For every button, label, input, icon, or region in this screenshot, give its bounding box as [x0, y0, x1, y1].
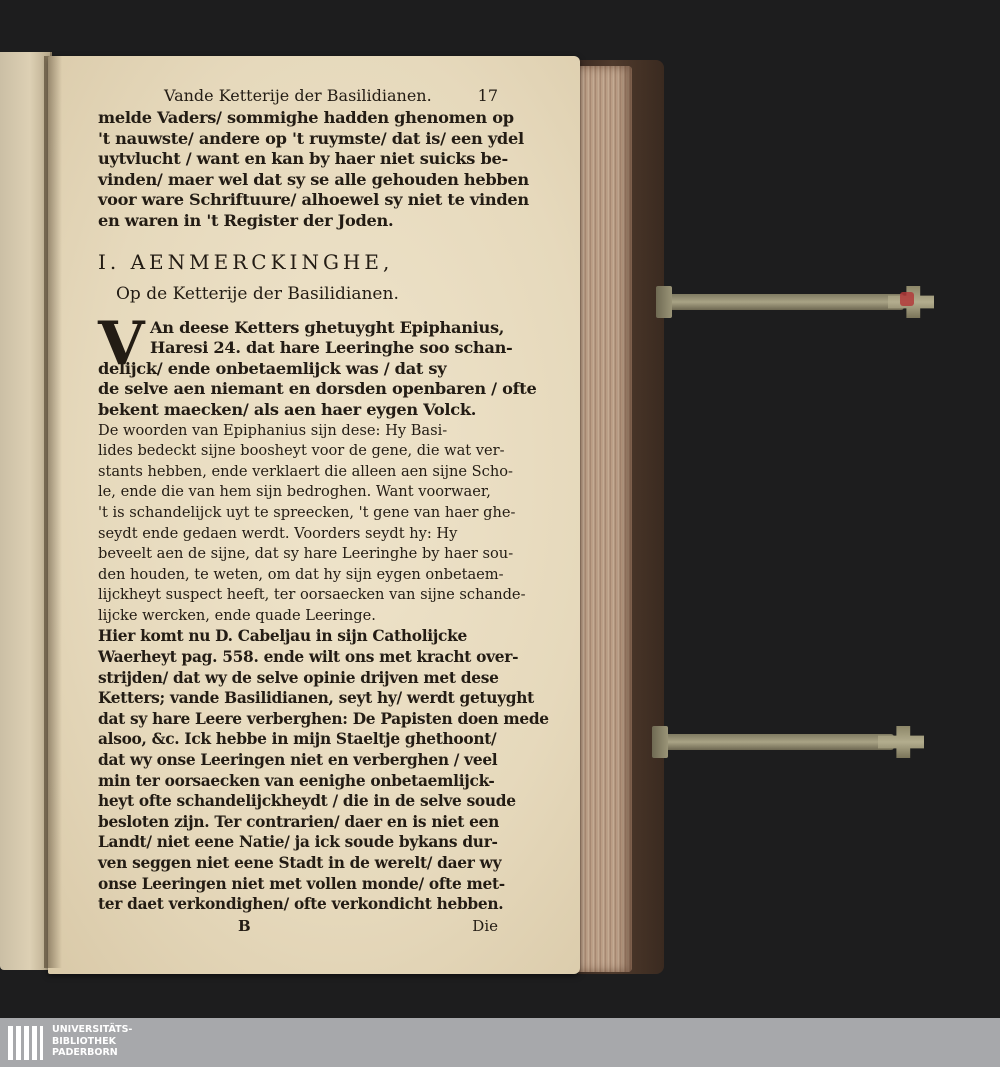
text-line: 't is schandelijck uyt te spreecken, 't gene van haer ghe- [98, 503, 516, 521]
section-subtitle: Op de Ketterije der Basilidianen. [116, 283, 399, 304]
library-name [52, 1024, 132, 1059]
text-line: seydt ende gedaen werdt. Voorders seydt hy: Hy [98, 524, 458, 542]
text-line: besloten zijn. Ter contrarien/ daer en is niet een [98, 812, 499, 831]
page-text [98, 86, 549, 939]
text-line: Haresi 24. dat hare Leeringhe soo schan- [150, 338, 513, 358]
library-logo-icon [8, 1026, 44, 1060]
text-line: en waren in 't Register der Joden. [98, 210, 394, 230]
library-name-line: BIBLIOTHEK [52, 1035, 116, 1047]
text-line: Hier komt nu D. Cabeljau in sijn Catholijcke [98, 627, 467, 646]
third-paragraph [98, 626, 549, 914]
running-head [98, 86, 496, 108]
page-edges [572, 66, 632, 972]
text-line: alsoo, &c. Ick hebbe in mijn Staeltje ghethoont/ [98, 730, 497, 749]
library-name-line: PADERBORN [52, 1047, 118, 1058]
red-mark [900, 292, 914, 306]
upper-clasp [656, 286, 934, 316]
text-line: vinden/ maer wel dat sy se alle gehouden hebben [98, 169, 529, 189]
book-page [48, 56, 580, 974]
section-title: I. AENMERCKINGHE, [98, 249, 394, 274]
text-line: An deese Ketters ghetuyght Epiphanius, [150, 317, 505, 337]
text-line: dat sy hare Leere verberghen: De Papisten doen mede [98, 709, 549, 728]
text-line: beveelt aen de sijne, dat sy hare Leeringhe by haer sou- [98, 545, 514, 563]
text-line: le, ende die van hem sijn bedroghen. Want voorwaer, [98, 483, 491, 501]
text-line: de selve aen niemant en dorsden openbaren / ofte [98, 379, 537, 399]
intro-paragraph [98, 108, 529, 232]
text-line: Ketters; vande Basilidianen, seyt hy/ werdt getuyght [98, 689, 534, 708]
signature-mark: B [238, 916, 251, 935]
text-line: delijck/ ende onbetaemlijck was / dat sy [98, 358, 447, 378]
text-line: 't nauwste/ andere op 't ruymste/ dat is/ een ydel [98, 128, 524, 148]
text-line: dat wy onse Leeringen niet en verberghen / veel [98, 751, 498, 770]
text-line: lides bedeckt sijne boosheyt voor de gene, die wat ver- [98, 442, 505, 460]
page-number: 17 [477, 86, 498, 105]
library-footer [0, 1018, 1000, 1067]
text-line: uytvlucht / want en kan by haer niet suicks be- [98, 149, 508, 169]
second-paragraph [98, 421, 526, 627]
text-line: heyt ofte schandelijckheydt / die in de selve soude [98, 792, 516, 811]
page-footer-line [98, 917, 496, 939]
text-line: stants hebben, ende verklaert die alleen aen sijne Scho- [98, 462, 513, 480]
library-name-line: UNIVERSITÄTS- [52, 1024, 133, 1035]
running-head-title: Vande Ketterije der Basilidianen. [164, 86, 432, 105]
text-line: ter daet verkondighen/ ofte verkondicht hebben. [98, 895, 504, 914]
text-line: lijcke wercken, ende quade Leeringe. [98, 606, 376, 624]
text-line: Landt/ niet eene Natie/ ja ick soude bykans dur- [98, 833, 498, 852]
text-line: strijden/ dat wy de selve opinie drijven met dese [98, 668, 499, 687]
text-line: Waerheyt pag. 558. ende wilt ons met kracht over- [98, 648, 519, 667]
text-line: ven seggen niet eene Stadt in de werelt/ daer wy [98, 854, 502, 872]
text-line: lijckheyt suspect heeft, ter oorsaecken van sijne schande- [98, 586, 526, 604]
text-line: De woorden van Epiphanius sijn dese: Hy Basi- [98, 421, 448, 439]
catchword: Die [472, 916, 498, 935]
text-line: den houden, te weten, om dat hy sijn eygen onbetaem- [98, 565, 504, 583]
lower-clasp [652, 726, 924, 756]
text-line: onse Leeringen niet met vollen monde/ ofte met- [98, 874, 505, 893]
text-line: min ter oorsaecken van eenighe onbetaemlijck- [98, 771, 495, 790]
first-paragraph [98, 308, 537, 421]
drop-cap: V [98, 308, 145, 379]
text-line: melde Vaders/ sommighe hadden ghenomen op [98, 108, 514, 127]
text-line: voor ware Schriftuure/ alhoewel sy niet te vinden [98, 190, 529, 210]
gutter-shadow [44, 56, 62, 968]
text-line: bekent maecken/ als aen haer eygen Volck. [98, 399, 477, 419]
